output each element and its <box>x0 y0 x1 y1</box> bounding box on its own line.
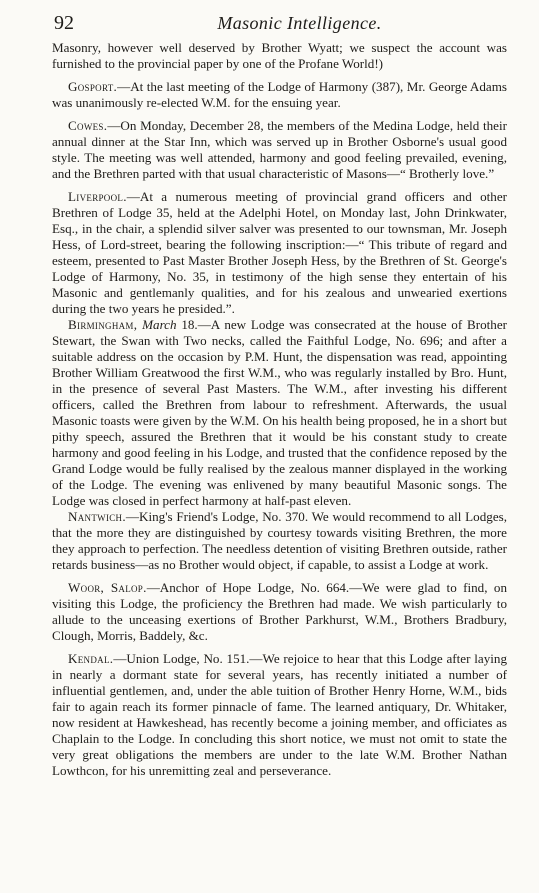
paragraph-cowes <box>52 118 507 182</box>
paragraph-liverpool <box>52 189 507 317</box>
paragraph-nantwich <box>52 509 507 573</box>
paragraph-text: —Union Lodge, No. 151.—We rejoice to hear that this Lodge after laying in nearly a dormant state for several years, has recently initiated a number of influential gentlemen, and, under the able tuition of Brother Henry Horne, W.M., bids fair to again reach its former pinnacle of fame. The learned antiquary, Dr. Whitaker, now resident at Hawkeshead, has recently become a joining member, and officiates as Chaplain to the Lodge. In concluding this short notice, we must not omit to state the very great obligations the members are under to the late W.M. Brother Nathan Lowthcon, for his unremitting zeal and perseverance. <box>52 651 507 778</box>
paragraph-woor-salop <box>52 580 507 644</box>
paragraph-kendal <box>52 651 507 779</box>
paragraph-text: —Anchor of Hope Lodge, No. 664.—We were glad to find, on visiting this Lodge, the proficiency the Brethren had made. We wish particularly to allude to the unceasing exertions of Brother Parkhurst, W.M., Brothers Bradbury, Clough, Morris, Baddely, &c. <box>52 580 507 643</box>
running-title: Masonic Intelligence. <box>217 13 382 33</box>
place-heading: Woor, Salop. <box>68 580 147 595</box>
paragraph-gosport <box>52 79 507 111</box>
paragraph-continuation <box>52 40 507 72</box>
paragraph-text: Masonry, however well deserved by Brother Wyatt; we suspect the account was furnished to the provincial paper by one of the Profane World!) <box>52 40 507 71</box>
date-italic: March <box>142 317 177 332</box>
paragraph-text: —At the last meeting of the Lodge of Harmony (387), Mr. George Adams was unanimously re-elected W.M. for the ensuing year. <box>52 79 507 110</box>
place-heading: Liverpool. <box>68 189 127 204</box>
place-heading: Cowes. <box>68 118 108 133</box>
paragraph-text: 18.—A new Lodge was consecrated at the house of Brother Stewart, the Swan with Two necks, called the Faithful Lodge, No. 696; and after a suitable address on the occasion by P.M. Hunt, the dispensation was read, appointing Brother William Greatwood the first W.M., who was regularly installed by Bro. Hunt, in the presence of several Past Masters. The W.M., after investing his different officers, called the Brethren from labour to refreshment. Afterwards, the usual Masonic toasts were given by the W.M. On his health being proposed, he in a short but pithy speech, assured the Brethren that it would be his constant study to create harmony and good feeling in his Lodge, and trusted that the confidence reposed by the Grand Lodge would be fully realised by the zealous manner displayed in the working of the Lodge. The evening was enlivened by many beautiful Masonic songs. The Lodge was closed in perfect harmony at half-past eleven. <box>52 317 507 508</box>
paragraph-birmingham <box>52 317 507 509</box>
place-heading: Birmingham, <box>68 317 138 332</box>
place-heading: Gosport. <box>68 79 118 94</box>
article-body <box>52 40 507 779</box>
page-number: 92 <box>54 12 74 34</box>
paragraph-text: —On Monday, December 28, the members of the Medina Lodge, held their annual dinner at the Star Inn, which was served up in Brother Osborne's usual good style. The meeting was well attended, harmony and good feeling prevailed, evening, and the Brethren parted with that usual characteristic of Masons—“ Brotherly love.” <box>52 118 507 181</box>
place-heading: Nantwich. <box>68 509 126 524</box>
page-header <box>52 0 507 40</box>
paragraph-text: —At a numerous meeting of provincial grand officers and other Brethren of Lodge 35, held at the Adelphi Hotel, on Monday last, John Drinkwater, Esq., in the chair, a splendid silver salver was presented to our townsman, Mr. Joseph Hess, of Lord-street, bearing the following inscription:—“ This tribute of regard and esteem, presented to Past Master Brother Joseph Hess, by the Brethren of St. George's Lodge of Harmony, No. 35, in testimony of the high sense they entertain of his Masonic and gentlemanly qualities, and for his zealous and unwearied exertions during the two years he presided.”. <box>52 189 507 316</box>
place-heading: Kendal. <box>68 651 114 666</box>
paragraph-text: —King's Friend's Lodge, No. 370. We would recommend to all Lodges, that the more they are distinguished by courtesy towards visiting Brethren, the more they approach to perfection. The needless detention of visiting Brethren outside, rather retards business—as no Brother would object, if capable, to assist a Lodge at work. <box>52 509 507 572</box>
